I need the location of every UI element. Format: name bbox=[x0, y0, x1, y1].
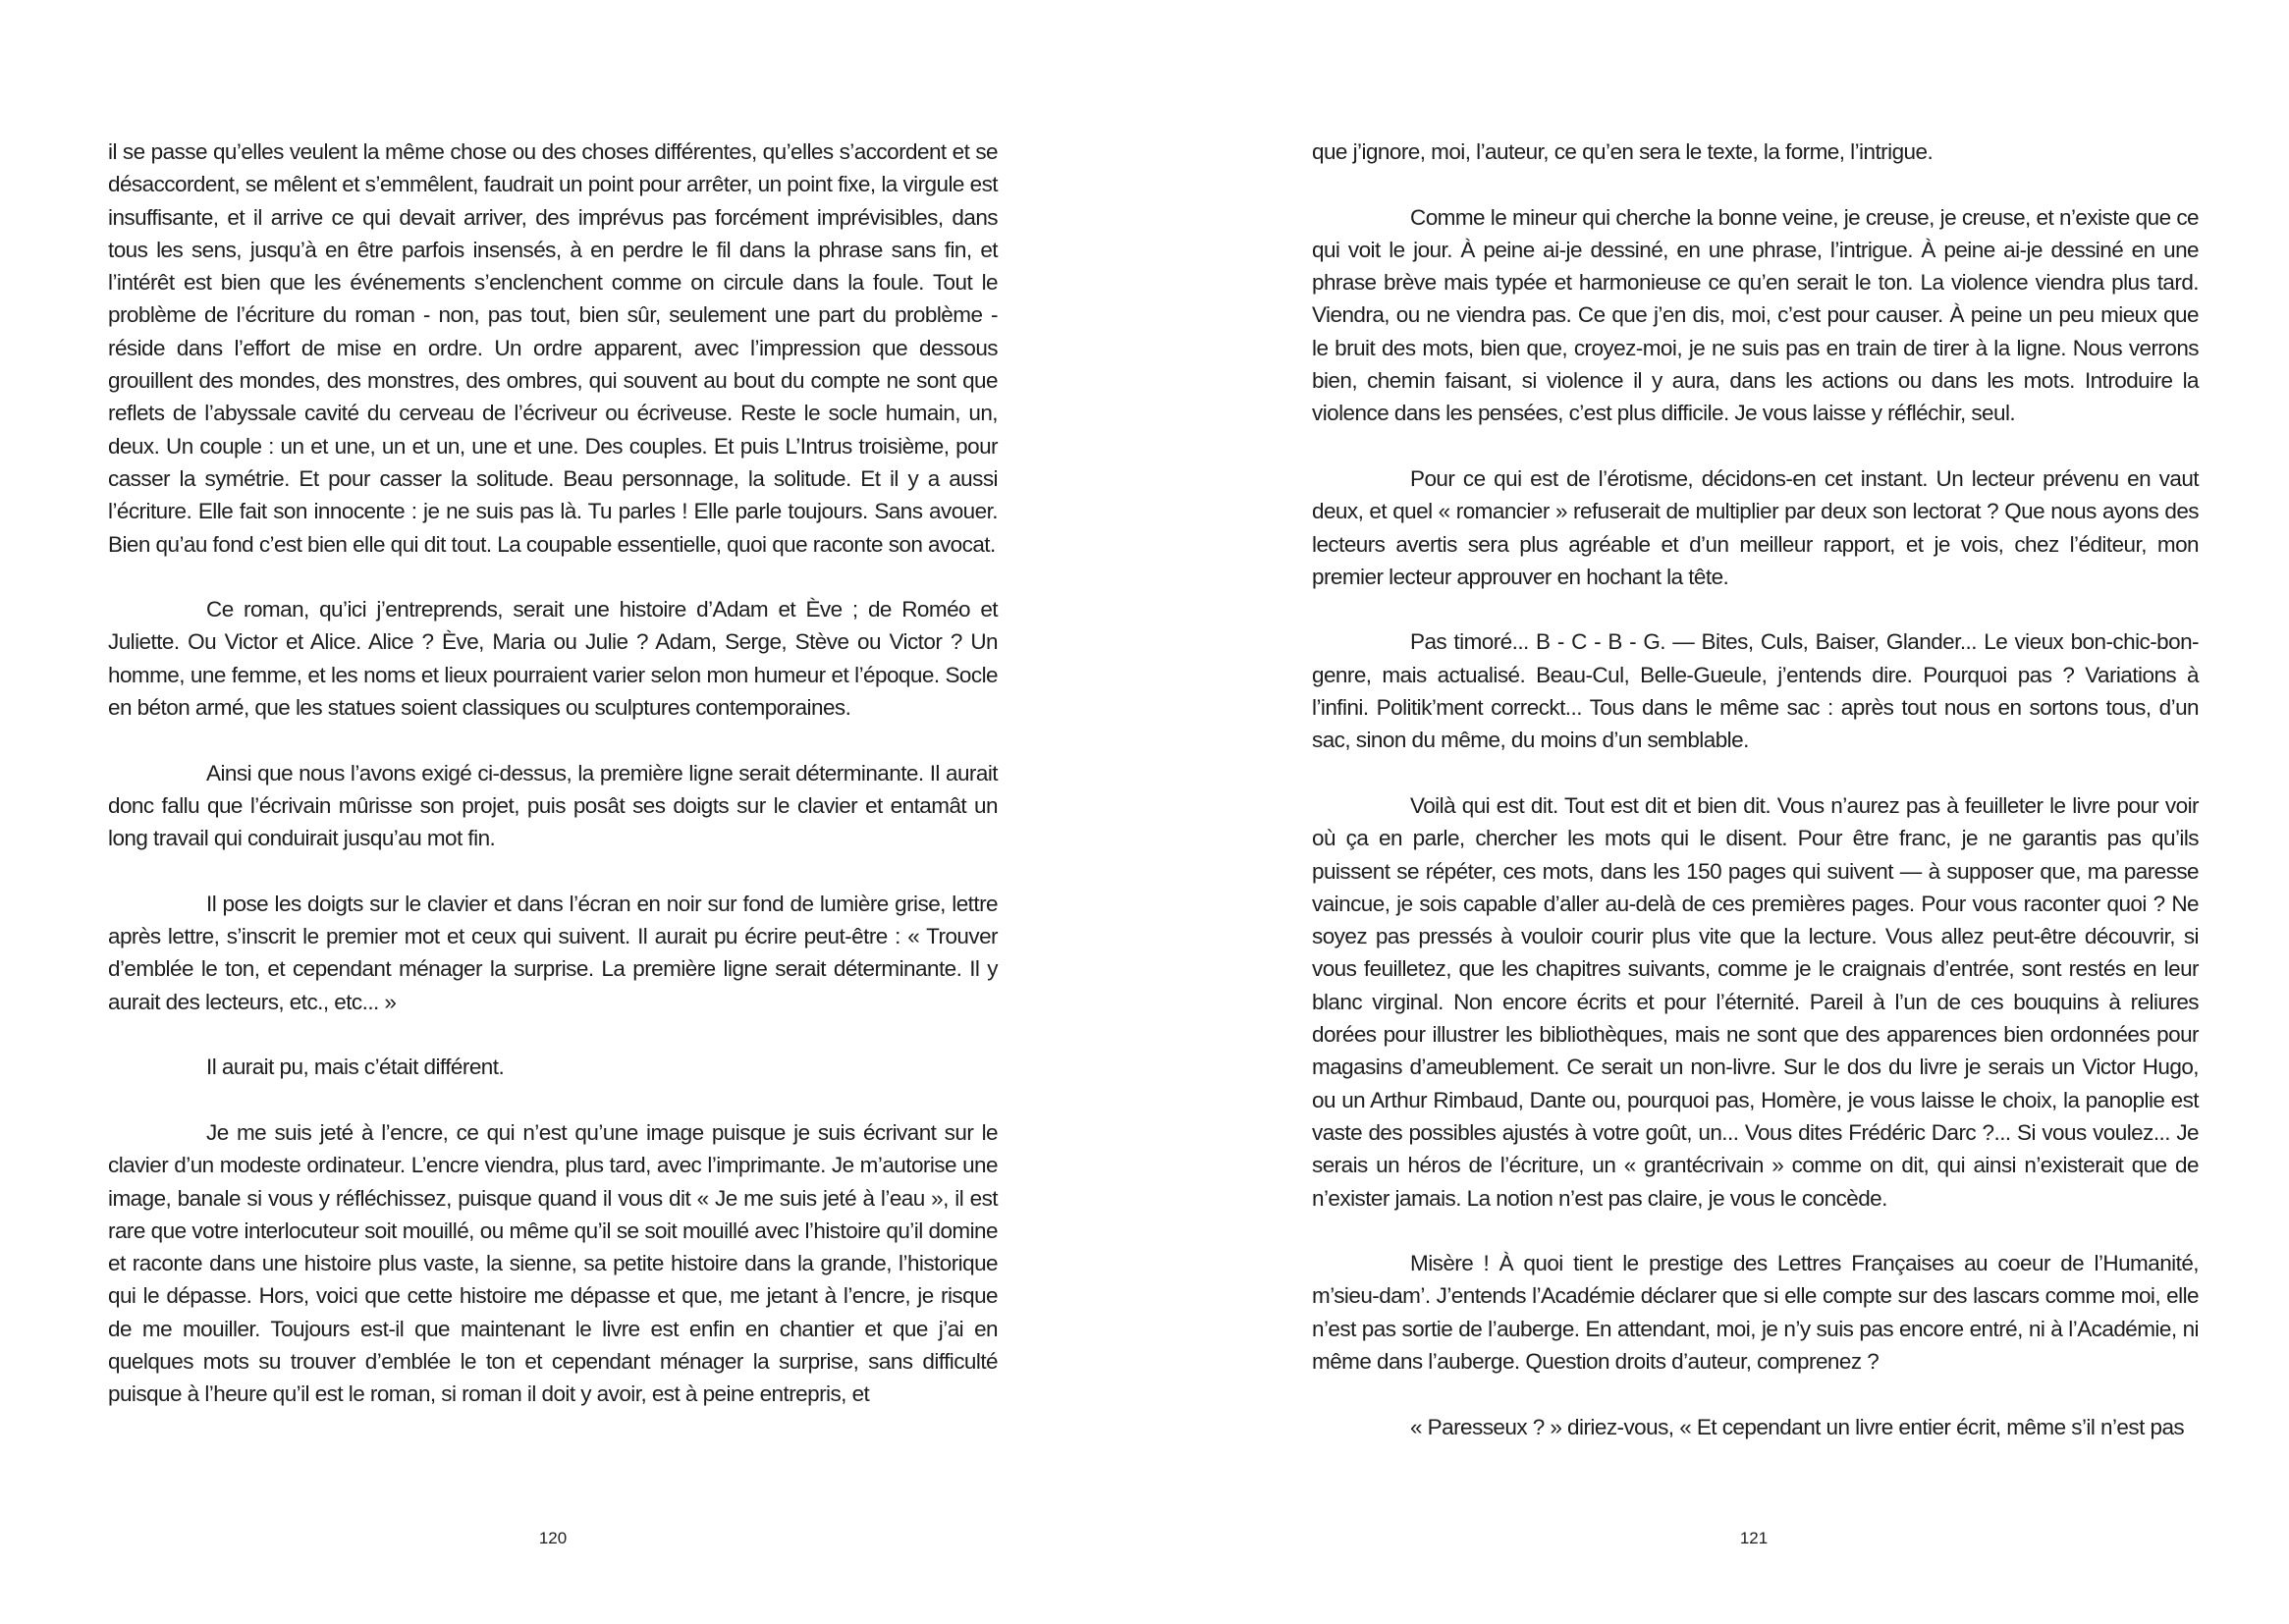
paragraph: Je me suis jeté à l’encre, ce qui n’est qu’une image puisque je suis écrivant sur le clavier d’un modeste ordinateur. L’encre viendra, plus tard, avec l’imprimante. Je m’autorise une image, banale si vous y réfléchissez, puisque quand il vous dit « Je me suis jeté à l’eau », il est rare que votre interlocuteur soit mouillé, ou même qu’il se soit mouillé avec l’histoire qu’il domine et raconte dans une histoire plus vaste, la sienne, sa petite histoire dans la grande, l’historique qui le dépasse. Hors, voici que cette histoire me dépasse et que, me jetant à l’encre, je risque de me mouiller. Toujours est-il que maintenant le livre est enfin en chantier et que j’ai en quelques mots su trouver d’emblée le ton et cependant ménager la surprise, sans difficulté puisque à l’heure qu’il est le roman, si roman il doit y avoir, est à peine entrepris, et bbox=[108, 1119, 998, 1407]
paragraph: Comme le mineur qui cherche la bonne veine, je creuse, je creuse, et n’existe que ce qui voit le jour. À peine ai-je dessiné, en une phrase, l’intrigue. À peine ai-je dessiné en une phrase brève mais typée et harmonieuse ce qu’en serait le ton. La violence viendra plus tard. Viendra, ou ne viendra pas. Ce que j’en dis, moi, c’est pour causer. À peine un peu mieux que le bruit des mots, bien que, croyez-moi, je ne suis pas en train de tirer à la ligne. Nous verrons bien, chemin faisant, si violence il y aura, dans les actions ou dans les mots. Introduire la violence dans les pensées, c’est plus difficile. Je vous laisse y réfléchir, seul. bbox=[1312, 204, 2199, 426]
right-page bbox=[1145, 0, 2289, 1624]
paragraph: Misère ! À quoi tient le prestige des Lettres Françaises au coeur de l’Humanité, m’sieu-dam’. J’entends l’Académie déclarer que si elle compte sur des lascars comme moi, elle n’est pas sortie de l’auberge. En attendant, moi, je n’y suis pas encore entré, ni à l’Académie, ni même dans l’auberge. Question droits d’auteur, comprenez ? bbox=[1312, 1251, 2199, 1374]
paragraph: Pas timoré... B - C - B - G. — Bites, Culs, Baiser, Glander... Le vieux bon-chic-bon-genre, mais actualisé. Beau-Cul, Belle-Gueule, j’entends dire. Pourquoi pas ? Variations à l’infini. Politik’ment correckt... Tous dans le même sac : après tout nous en sortons tous, d’un sac, sinon du même, du moins d’un semblable. bbox=[1312, 629, 2199, 753]
left-page-text bbox=[108, 135, 998, 1411]
paragraph: « Paresseux ? » diriez-vous, « Et cependant un livre entier écrit, même s’il n’est pas bbox=[1410, 1414, 2185, 1439]
paragraph: Il pose les doigts sur le clavier et dans l’écran en noir sur fond de lumière grise, lettre après lettre, s’inscrit le premier mot et ceux qui suivent. Il aurait pu écrire peut-être : « Trouver d’emblée le ton, et cependant ménager la surprise. La première ligne serait déterminante. Il y aurait des lecteurs, etc., etc... » bbox=[108, 891, 998, 1014]
page-number: 120 bbox=[538, 1529, 568, 1547]
page-number: 121 bbox=[1739, 1529, 1769, 1547]
paragraph: Ce roman, qu’ici j’entreprends, serait une histoire d’Adam et Ève ; de Roméo et Juliette. Ou Victor et Alice. Alice ? Ève, Maria ou Julie ? Adam, Serge, Stève ou Victor ? Un homme, une femme, et les noms et lieux pourraient varier selon mon humeur et l’époque. Socle en béton armé, que les statues soient classiques ou sculptures contemporaines. bbox=[108, 597, 998, 721]
paragraph: Voilà qui est dit. Tout est dit et bien dit. Vous n’aurez pas à feuilleter le livre pour voir où ça en parle, chercher les mots qui le disent. Pour être franc, je ne garantis pas qu’ils puissent se répéter, ces mots, dans les 150 pages qui suivent — à supposer que, ma paresse vaincue, je sois capable d’aller au-delà de ces premières pages. Pour vous raconter quoi ? Ne soyez pas pressés à vouloir courir plus vite que la lecture. Vous allez peut-être découvrir, si vous feuilletez, que les chapitres suivants, comme je le craignais d’entrée, sont restés en leur blanc virginal. Non encore écrits et pour l’éternité. Pareil à l’un de ces bouquins à reliures dorées pour illustrer les bibliothèques, mais ne sont que des apparences bien ordonnées pour magasins d’ameublement. Ce serait un non-livre. Sur le dos du livre je serais un Victor Hugo, ou un Arthur Rimbaud, Dante ou, pourquoi pas, Homère, je vous laisse le choix, la panoplie est vaste des possibles ajustés à votre goût, un... Vous dites Frédéric Darc ?... Si vous voulez... Je serais un héros de l’écriture, un « grantécrivain » comme on dit, qui ainsi n’existerait que de n’exister jamais. La notion n’est pas claire, je vous le concède. bbox=[1312, 792, 2199, 1211]
paragraph: il se passe qu’elles veulent la même chose ou des choses différentes, qu’elles s’accordent et se désaccordent, se mêlent et s’emmêlent, faudrait un point pour arrêter, un point fixe, la virgule est insuffisante, et il arrive ce qui devait arriver, des imprévus pas forcément imprévisibles, dans tous les sens, jusqu’à en être parfois insensés, à en perdre le fil dans la phrase sans fin, et l’intérêt est bien que les événements s’enclenchent comme on circule dans la foule. Tout le problème de l’écriture du roman - non, pas tout, bien sûr, seulement une part du problème - réside dans l’effort de mise en ordre. Un ordre apparent, avec l’impression que dessous grouillent des mondes, des monstres, des ombres, qui souvent au bout du compte ne sont que reflets de l’abyssale cavité du cerveau de l’écriveur ou écriveuse. Reste le socle humain, un, deux. Un couple : un et une, un et un, une et une. Des couples. Et puis L’Intrus troisième, pour casser la symétrie. Et pour casser la solitude. Beau personnage, la solitude. Et il y a aussi l’écriture. Elle fait son innocente : je ne suis pas là. Tu parles ! Elle parle toujours. Sans avouer. Bien qu’au fond c’est bien elle qui dit tout. La coupable essentielle, quoi que raconte son avocat. bbox=[108, 139, 998, 557]
paragraph: que j’ignore, moi, l’auteur, ce qu’en sera le texte, la forme, l’intrigue. bbox=[1312, 139, 1934, 164]
paragraph: Pour ce qui est de l’érotisme, décidons-en cet instant. Un lecteur prévenu en vaut deux, et quel « romancier » refuserait de multiplier par deux son lectorat ? Que nous ayons des lecteurs avertis sera plus agréable et d’un meilleur rapport, et je vois, chez l’éditeur, mon premier lecteur approuver en hochant la tête. bbox=[1312, 465, 2199, 589]
paragraph: Ainsi que nous l’avons exigé ci-dessus, la première ligne serait déterminante. Il aurait donc fallu que l’écrivain mûrisse son projet, puis posât ses doigts sur le clavier et entamât un long travail qui conduirait jusqu’au mot fin. bbox=[108, 760, 998, 851]
right-page-text bbox=[1312, 135, 2199, 1443]
paragraph: Il aurait pu, mais c’était différent. bbox=[206, 1055, 505, 1080]
left-page bbox=[0, 0, 1144, 1624]
